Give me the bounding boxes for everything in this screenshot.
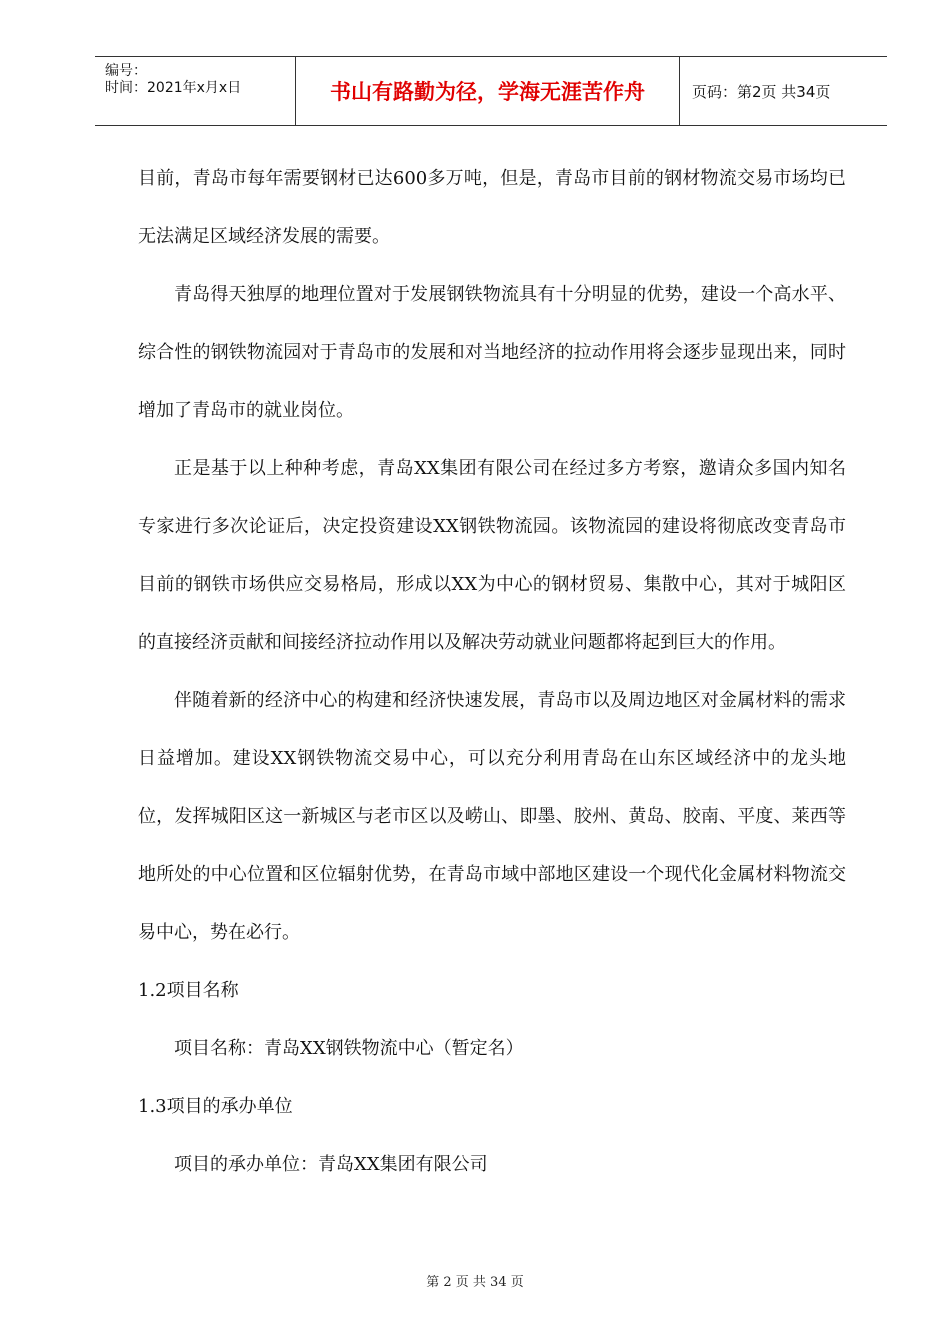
- document-body: [138, 150, 846, 1194]
- header-meta: [95, 57, 296, 125]
- header-motto: 书山有路勤为径，学海无涯苦作舟: [296, 57, 680, 125]
- section-heading-1-2: 1.2项目名称: [138, 980, 239, 1001]
- header-page-label: 页码：第2页 共34页: [692, 82, 831, 101]
- section-body-1-3: 项目的承办单位：青岛XX集团有限公司: [174, 1154, 488, 1175]
- paragraph-1: 目前，青岛市每年需要钢材已达600多万吨，但是，青岛市目前的钢材物流交易市场均已无法满足区域经济发展的需要。: [138, 168, 846, 247]
- page-footer: 第 2 页 共 34 页: [426, 1275, 524, 1290]
- page-header: [95, 56, 887, 126]
- paragraph-2: 青岛得天独厚的地理位置对于发展钢铁物流具有十分明显的优势，建设一个高水平、综合性的钢铁物流园对于青岛市的发展和对当地经济的拉动作用将会逐步显现出来，同时增加了青岛市的就业岗位。: [138, 284, 846, 421]
- time-label: 时间：2021年x月x日: [105, 80, 242, 96]
- number-label: 编号：: [105, 63, 147, 79]
- paragraph-3: 正是基于以上种种考虑，青岛XX集团有限公司在经过多方考察，邀请众多国内知名专家进行多次论证后，决定投资建设XX钢铁物流园。该物流园的建设将彻底改变青岛市目前的钢铁市场供应交易格局，形成以XX为中心的钢材贸易、集散中心，其对于城阳区的直接经济贡献和间接经济拉动作用以及解决劳动就业问题都将起到巨大的作用。: [138, 458, 846, 653]
- section-heading-1-3: 1.3项目的承办单位: [138, 1096, 293, 1117]
- section-body-1-2: 项目名称：青岛XX钢铁物流中心（暂定名）: [174, 1038, 524, 1059]
- paragraph-4: 伴随着新的经济中心的构建和经济快速发展，青岛市以及周边地区对金属材料的需求日益增加。建设XX钢铁物流交易中心，可以充分利用青岛在山东区域经济中的龙头地位，发挥城阳区这一新城区与老市区以及崂山、即墨、胶州、黄岛、胶南、平度、莱西等地所处的中心位置和区位辐射优势，在青岛市域中部地区建设一个现代化金属材料物流交易中心，势在必行。: [138, 690, 846, 943]
